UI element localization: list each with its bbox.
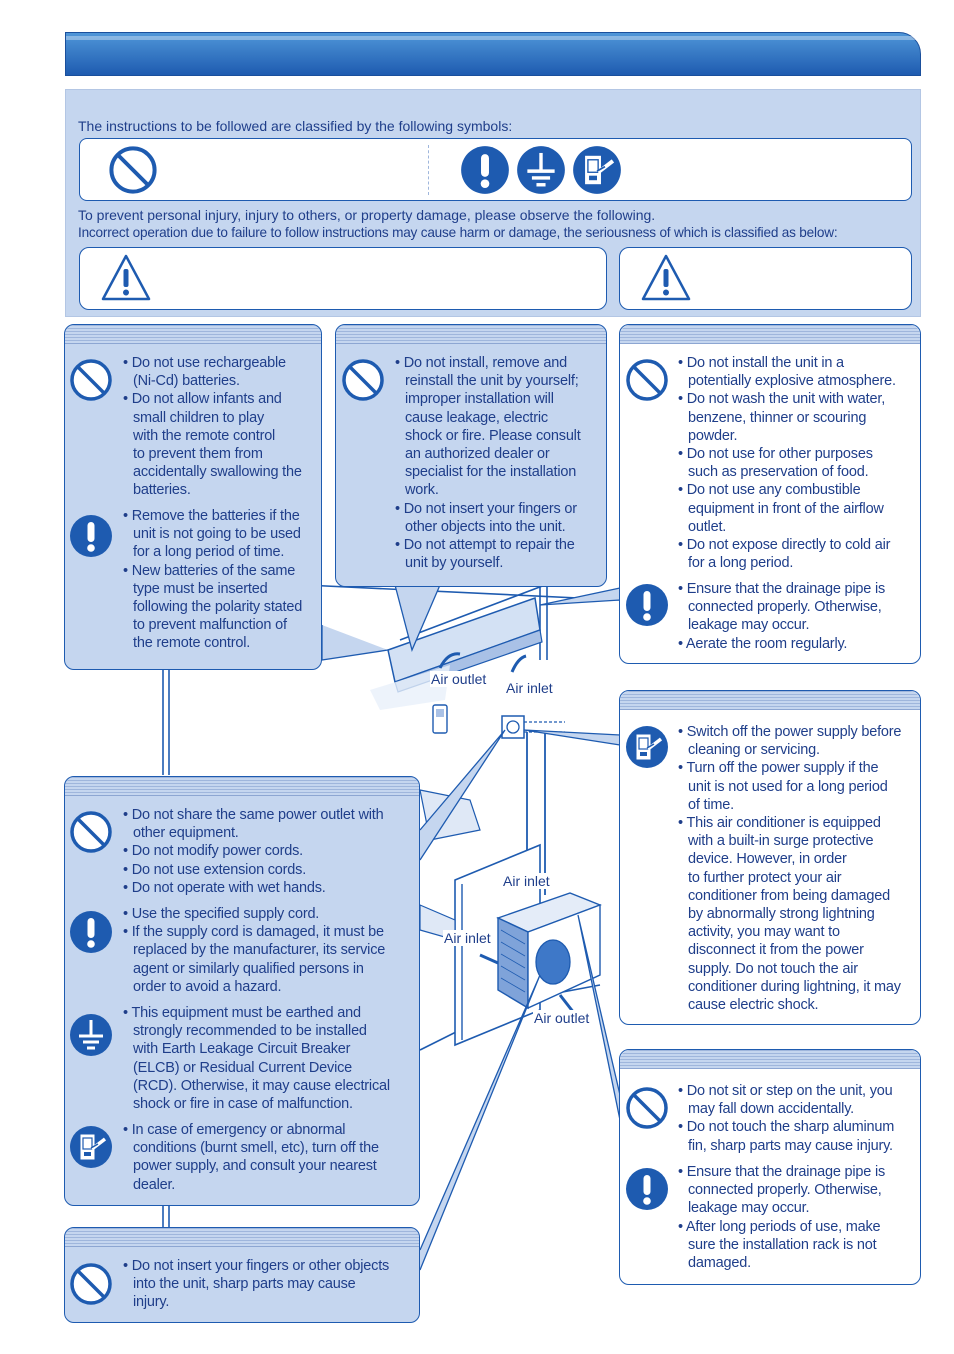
list-item: supply. Do not touch the air: [688, 960, 858, 977]
list-item: • Use the specified supply cord.: [123, 906, 320, 922]
list-item: disconnect it from the power: [688, 942, 864, 959]
list-item: conditioner during lightning, it may: [688, 978, 901, 995]
prohibit-icon: [69, 358, 113, 402]
list-item: • Do not touch the sharp aluminum: [678, 1119, 895, 1136]
list-item: • Do not wash the unit with water,: [678, 391, 886, 408]
list-item: specialist for the installation: [405, 464, 577, 481]
must-icon: [69, 910, 113, 954]
power-supply-must-list: [123, 905, 417, 996]
list-item: • Do not insert your fingers or other objects: [123, 1258, 390, 1274]
list-item: • Do not use for other purposes: [678, 446, 873, 463]
intro-line2: To prevent personal injury, injury to others, or property damage, please observe the following.: [78, 207, 656, 223]
list-item: to prevent them from: [133, 446, 263, 463]
list-item: the remote control.: [133, 635, 251, 652]
list-item: reinstall the unit by yourself;: [405, 373, 579, 390]
list-item: work.: [405, 482, 439, 499]
prohibit-icon: [69, 810, 113, 854]
list-item: (ELCB) or Residual Current Device: [133, 1059, 353, 1076]
list-item: (Ni-Cd) batteries.: [133, 373, 240, 390]
list-item: agent or similarly qualified persons in: [133, 960, 364, 977]
list-item: • This air conditioner is equipped: [678, 815, 881, 832]
list-item: • Remove the batteries if the: [123, 508, 300, 524]
must-icon: [69, 514, 113, 558]
list-item: potentially explosive atmosphere.: [688, 373, 896, 390]
intro-line1: The instructions to be followed are classified by the following symbols:: [78, 118, 513, 134]
list-item: with Earth Leakage Circuit Breaker: [133, 1041, 351, 1058]
list-item: following the polarity stated: [133, 599, 303, 616]
indoor-prohibit-list: [678, 354, 918, 572]
power-switch-list: [678, 723, 918, 1014]
list-item: equipment in front of the airflow: [688, 500, 884, 517]
list-item: • Do not install the unit in a: [678, 355, 844, 371]
list-item: other objects into the unit.: [405, 518, 566, 535]
list-item: • Do not use any combustible: [678, 482, 861, 499]
list-item: conditioner from being damaged: [688, 887, 890, 904]
list-item: benzene, thinner or scouring: [688, 409, 867, 426]
list-item: shock or fire. Please consult: [405, 427, 581, 444]
list-item: damaged.: [688, 1255, 751, 1272]
list-item: • New batteries of the same: [123, 562, 296, 579]
intro-line3: Incorrect operation due to failure to follow instructions may cause harm or damage, the seriousness of which is classified as below:: [78, 225, 838, 240]
outdoor-fingers-list: [123, 1257, 417, 1312]
list-item: connected properly. Otherwise,: [688, 1182, 882, 1199]
remote-prohibit-list: [123, 354, 319, 500]
power-supply-switch-list: [123, 1121, 417, 1194]
list-item: conditions (burnt smell, etc), turn off the: [133, 1140, 379, 1157]
list-item: with a built-in surge protective: [688, 833, 874, 850]
list-item: outlet.: [688, 518, 727, 535]
outdoor-must-list: [678, 1163, 918, 1272]
list-item: activity, you may want to: [688, 924, 840, 941]
list-item: • Do not expose directly to cold air: [678, 537, 891, 554]
list-item: batteries.: [133, 482, 191, 499]
list-item: of time.: [688, 796, 734, 813]
power-supply-earth-list: [123, 1004, 417, 1113]
prohibit-icon: [625, 1086, 669, 1130]
list-item: • In case of emergency or abnormal: [123, 1122, 346, 1138]
list-item: • Aerate the room regularly.: [678, 635, 848, 652]
list-item: • Ensure that the drainage pipe is: [678, 1164, 886, 1180]
list-item: cleaning or servicing.: [688, 742, 820, 759]
list-item: small children to play: [133, 409, 264, 426]
list-item: for a long period.: [688, 555, 794, 572]
list-item: by abnormally strong lightning: [688, 906, 875, 923]
unplug-icon: [625, 725, 669, 769]
list-item: improper installation will: [405, 391, 554, 408]
earth-icon: [69, 1013, 113, 1057]
list-item: cause electric shock.: [688, 997, 819, 1014]
list-item: leakage may occur.: [688, 1200, 810, 1217]
label-air-inlet-indoor: Air inlet: [506, 680, 553, 696]
list-item: for a long period of time.: [133, 544, 285, 561]
list-item: connected properly. Otherwise,: [688, 599, 882, 616]
must-icon: [625, 1167, 669, 1211]
list-item: may fall down accidentally.: [688, 1101, 854, 1118]
indoor-must-list: [678, 580, 918, 653]
list-item: leakage may occur.: [688, 617, 810, 634]
label-air-inlet-top: Air inlet: [503, 873, 550, 889]
list-item: • Do not use rechargeable: [123, 355, 286, 371]
list-item: unit by yourself.: [405, 555, 504, 572]
list-item: type must be inserted: [133, 580, 268, 597]
list-item: unit is not used for a long period: [688, 778, 888, 795]
list-item: order to avoid a hazard.: [133, 978, 282, 995]
list-item: power supply, and consult your nearest: [133, 1158, 377, 1175]
list-item: • Do not operate with wet hands.: [123, 879, 326, 896]
list-item: such as preservation of food.: [688, 464, 869, 481]
list-item: shock or fire in case of malfunction.: [133, 1096, 353, 1113]
list-item: • This equipment must be earthed and: [123, 1005, 361, 1021]
prohibit-icon: [341, 358, 385, 402]
list-item: sure the installation rack is not: [688, 1236, 877, 1253]
list-item: an authorized dealer or: [405, 446, 550, 463]
list-item: to further protect your air: [688, 869, 842, 886]
list-item: injury.: [133, 1294, 170, 1311]
list-item: dealer.: [133, 1176, 176, 1193]
list-item: • If the supply cord is damaged, it must be: [123, 924, 384, 941]
outdoor-prohibit-list: [678, 1082, 918, 1155]
list-item: • Switch off the power supply before: [678, 724, 902, 740]
list-item: powder.: [688, 427, 738, 444]
list-item: • Do not attempt to repair the: [395, 537, 575, 554]
remote-must-list: [123, 507, 319, 653]
list-item: device. However, in order: [688, 851, 847, 868]
list-item: cause leakage, electric: [405, 409, 548, 426]
list-item: • Do not install, remove and: [395, 355, 567, 371]
list-item: strongly recommended to be installed: [133, 1023, 367, 1040]
prohibit-icon: [69, 1262, 113, 1306]
list-item: with the remote control: [133, 427, 276, 444]
list-item: to prevent malfunction of: [133, 617, 287, 634]
list-item: • Turn off the power supply if the: [678, 760, 879, 777]
list-item: • Do not use extension cords.: [123, 861, 307, 878]
unplug-icon: [69, 1125, 113, 1169]
list-item: (RCD). Otherwise, it may cause electrical: [133, 1077, 390, 1094]
list-item: • Ensure that the drainage pipe is: [678, 581, 886, 597]
list-item: unit is not going to be used: [133, 526, 301, 543]
list-item: • Do not sit or step on the unit, you: [678, 1083, 893, 1099]
list-item: • After long periods of use, make: [678, 1218, 881, 1235]
list-item: • Do not share the same power outlet with: [123, 807, 384, 823]
label-air-outlet-outdoor: Air outlet: [534, 1010, 590, 1026]
list-item: fin, sharp parts may cause injury.: [688, 1137, 893, 1154]
label-air-inlet-side: Air inlet: [444, 930, 491, 946]
list-item: into the unit, sharp parts may cause: [133, 1276, 356, 1293]
list-item: replaced by the manufacturer, its service: [133, 942, 386, 959]
list-item: accidentally swallowing the: [133, 464, 302, 481]
list-item: • Do not modify power cords.: [123, 843, 303, 860]
list-item: • Do not insert your fingers or: [395, 500, 577, 517]
label-air-outlet-indoor: Air outlet: [431, 671, 487, 687]
prohibit-icon: [625, 358, 669, 402]
install-prohibit-list: [395, 354, 605, 572]
list-item: • Do not allow infants and: [123, 391, 282, 408]
must-icon: [625, 583, 669, 627]
list-item: other equipment.: [133, 825, 239, 842]
power-supply-prohibit-list: [123, 806, 417, 897]
